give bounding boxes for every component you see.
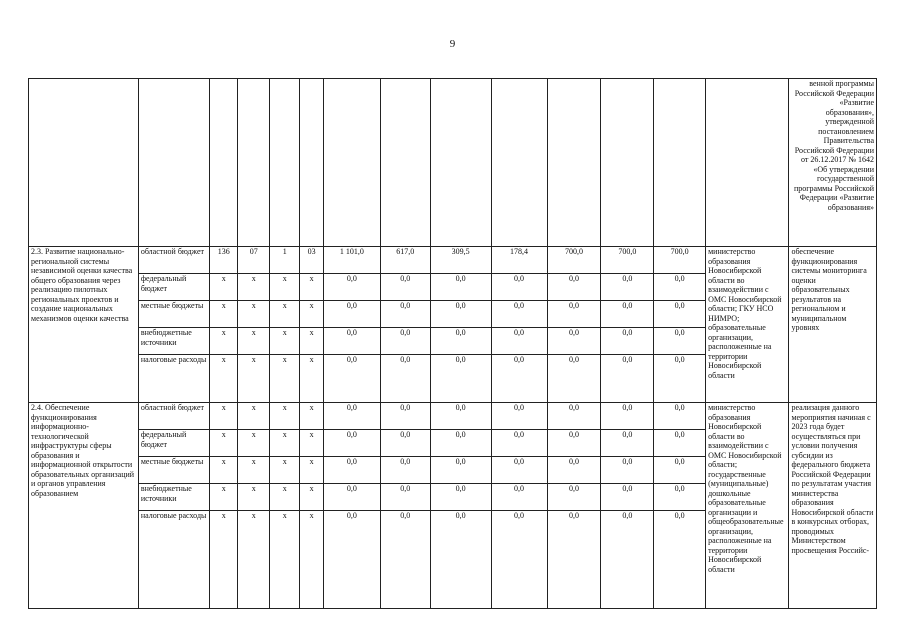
code-cell: x xyxy=(209,430,237,457)
code-cell: x xyxy=(238,355,270,403)
expected-result-text: обеспечение функционирования системы мониторинга оценки образовательных результатов на региональном и муниципальном уровнях xyxy=(789,247,877,403)
amount-cell: 0,0 xyxy=(491,430,547,457)
amount-cell: 0,0 xyxy=(601,274,654,301)
amount-cell: 0,0 xyxy=(654,430,706,457)
amount-cell: 0,0 xyxy=(430,430,491,457)
code-cell: x xyxy=(238,403,270,430)
amount-cell: 0,0 xyxy=(380,274,430,301)
amount-cell: 0,0 xyxy=(430,274,491,301)
amount-cell: 0,0 xyxy=(380,511,430,609)
code-cell: x xyxy=(300,301,323,328)
amount-cell: 0,0 xyxy=(601,430,654,457)
empty-cell xyxy=(491,79,547,247)
amount-cell: 700,0 xyxy=(547,247,601,274)
amount-cell: 0,0 xyxy=(430,355,491,403)
expected-result-text: реализация данного мероприятия начиная с 2023 года будет осуществляться при условии получения субсидии из федерального бюджета Российской Федерации по результатам участия министерства образования Новосибирской области в конкурсных отборах, проводимых Министерством просвещения Российс- xyxy=(789,403,877,609)
empty-cell xyxy=(209,79,237,247)
amount-cell: 0,0 xyxy=(491,328,547,355)
executors-text: министерство образования Новосибирской области во взаимодействии с ОМС Новосибирской области; ГКУ НСО НИМРО; образовательные организации, расположенные на территории Новосибирской области xyxy=(706,247,789,403)
code-cell: x xyxy=(209,511,237,609)
code-cell: x xyxy=(238,457,270,484)
amount-cell: 0,0 xyxy=(491,274,547,301)
code-cell: x xyxy=(269,457,300,484)
code-cell: x xyxy=(238,328,270,355)
amount-cell: 0,0 xyxy=(547,430,601,457)
amount-cell: 0,0 xyxy=(430,328,491,355)
amount-cell: 0,0 xyxy=(547,301,601,328)
amount-cell: 0,0 xyxy=(380,403,430,430)
amount-cell: 0,0 xyxy=(323,511,380,609)
amount-cell: 0,0 xyxy=(654,301,706,328)
amount-cell: 0,0 xyxy=(547,511,601,609)
code-cell: 07 xyxy=(238,247,270,274)
amount-cell: 0,0 xyxy=(380,484,430,511)
code-cell: x xyxy=(269,328,300,355)
amount-cell: 0,0 xyxy=(491,457,547,484)
code-cell: x xyxy=(300,403,323,430)
code-cell: x xyxy=(209,301,237,328)
code-cell: x xyxy=(269,511,300,609)
amount-cell: 0,0 xyxy=(380,301,430,328)
code-cell: x xyxy=(209,328,237,355)
empty-cell xyxy=(269,79,300,247)
executors-text: министерство образования Новосибирской области во взаимодействии с ОМС Новосибирской области; государственные (муниципальные) дошкольные образовательные организации и общеобразовательные организации, расположенные на территории Новосибирской области xyxy=(706,403,789,609)
code-cell: x xyxy=(300,457,323,484)
amount-cell: 0,0 xyxy=(601,511,654,609)
amount-cell: 0,0 xyxy=(323,328,380,355)
amount-cell: 0,0 xyxy=(547,328,601,355)
code-cell: 136 xyxy=(209,247,237,274)
code-cell: 1 xyxy=(269,247,300,274)
code-cell: x xyxy=(238,274,270,301)
activity-title: 2.3. Развитие национально-региональной системы независимой оценки качества общего образования через реализацию пилотных региональных проектов и создание национальных механизмов оценки качества xyxy=(29,247,139,403)
funding-source: налоговые расходы xyxy=(138,355,209,403)
code-cell: 03 xyxy=(300,247,323,274)
code-cell: x xyxy=(300,430,323,457)
funding-source: областной бюджет xyxy=(138,247,209,274)
amount-cell: 700,0 xyxy=(601,247,654,274)
amount-cell: 0,0 xyxy=(430,484,491,511)
code-cell: x xyxy=(269,301,300,328)
amount-cell: 0,0 xyxy=(430,403,491,430)
empty-cell xyxy=(706,79,789,247)
table-body xyxy=(29,79,877,609)
top-continuation-row xyxy=(29,79,877,247)
amount-cell: 0,0 xyxy=(601,457,654,484)
code-cell: x xyxy=(300,484,323,511)
code-cell: x xyxy=(300,355,323,403)
amount-cell: 0,0 xyxy=(547,484,601,511)
empty-cell xyxy=(654,79,706,247)
amount-cell: 0,0 xyxy=(601,355,654,403)
code-cell: x xyxy=(209,355,237,403)
amount-cell: 0,0 xyxy=(380,430,430,457)
code-cell: x xyxy=(238,430,270,457)
code-cell: x xyxy=(269,484,300,511)
funding-source: федеральный бюджет xyxy=(138,274,209,301)
amount-cell: 0,0 xyxy=(323,403,380,430)
amount-cell: 0,0 xyxy=(380,355,430,403)
amount-cell: 0,0 xyxy=(380,328,430,355)
code-cell: x xyxy=(238,301,270,328)
amount-cell: 0,0 xyxy=(654,511,706,609)
code-cell: x xyxy=(269,355,300,403)
funding-source: внебюджетные источники xyxy=(138,328,209,355)
code-cell: x xyxy=(269,274,300,301)
amount-cell: 0,0 xyxy=(601,328,654,355)
amount-cell: 0,0 xyxy=(601,484,654,511)
amount-cell: 0,0 xyxy=(430,511,491,609)
amount-cell: 0,0 xyxy=(323,274,380,301)
activity-title: 2.4. Обеспечение функционирования информационно-технологической инфраструктуры сферы образования и информационной открытости образовательных организаций и органов управления образованием xyxy=(29,403,139,609)
code-cell: x xyxy=(209,457,237,484)
amount-cell: 0,0 xyxy=(654,403,706,430)
amount-cell: 617,0 xyxy=(380,247,430,274)
funding-source: областной бюджет xyxy=(138,403,209,430)
amount-cell: 0,0 xyxy=(547,403,601,430)
funding-source: налоговые расходы xyxy=(138,511,209,609)
code-cell: x xyxy=(209,403,237,430)
amount-cell: 309,5 xyxy=(430,247,491,274)
funding-source: местные бюджеты xyxy=(138,301,209,328)
amount-cell: 0,0 xyxy=(430,301,491,328)
amount-cell: 0,0 xyxy=(547,457,601,484)
amount-cell: 178,4 xyxy=(491,247,547,274)
empty-cell xyxy=(29,79,139,247)
code-cell: x xyxy=(269,403,300,430)
funding-source: федеральный бюджет xyxy=(138,430,209,457)
amount-cell: 0,0 xyxy=(654,274,706,301)
table-row xyxy=(29,403,877,430)
empty-cell xyxy=(430,79,491,247)
code-cell: x xyxy=(238,511,270,609)
amount-cell: 0,0 xyxy=(547,274,601,301)
empty-cell xyxy=(238,79,270,247)
empty-cell xyxy=(547,79,601,247)
amount-cell: 0,0 xyxy=(601,301,654,328)
code-cell: x xyxy=(238,484,270,511)
code-cell: x xyxy=(209,484,237,511)
code-cell: x xyxy=(269,430,300,457)
amount-cell: 0,0 xyxy=(430,457,491,484)
budget-table xyxy=(28,78,877,609)
amount-cell: 0,0 xyxy=(491,484,547,511)
amount-cell: 700,0 xyxy=(654,247,706,274)
code-cell: x xyxy=(300,511,323,609)
amount-cell: 0,0 xyxy=(323,484,380,511)
amount-cell: 0,0 xyxy=(654,484,706,511)
table-row xyxy=(29,247,877,274)
amount-cell: 1 101,0 xyxy=(323,247,380,274)
amount-cell: 0,0 xyxy=(654,328,706,355)
amount-cell: 0,0 xyxy=(491,301,547,328)
amount-cell: 0,0 xyxy=(323,457,380,484)
empty-cell xyxy=(300,79,323,247)
page-number: 9 xyxy=(449,38,456,50)
empty-cell xyxy=(380,79,430,247)
amount-cell: 0,0 xyxy=(601,403,654,430)
amount-cell: 0,0 xyxy=(491,355,547,403)
amount-cell: 0,0 xyxy=(654,457,706,484)
empty-cell xyxy=(138,79,209,247)
amount-cell: 0,0 xyxy=(380,457,430,484)
code-cell: x xyxy=(300,274,323,301)
amount-cell: 0,0 xyxy=(491,511,547,609)
goals-continuation-text: венной программы Российской Федерации «Развитие образования», утвержденной постановлением Правительства Российской Федерации от 26.12.2017 № 1642 «Об утверждении государственной программы Российской Федерации «Развитие образования» xyxy=(789,79,877,247)
empty-cell xyxy=(323,79,380,247)
empty-cell xyxy=(601,79,654,247)
amount-cell: 0,0 xyxy=(323,355,380,403)
code-cell: x xyxy=(209,274,237,301)
amount-cell: 0,0 xyxy=(323,430,380,457)
amount-cell: 0,0 xyxy=(491,403,547,430)
amount-cell: 0,0 xyxy=(654,355,706,403)
funding-source: местные бюджеты xyxy=(138,457,209,484)
amount-cell: 0,0 xyxy=(323,301,380,328)
funding-source: внебюджетные источники xyxy=(138,484,209,511)
code-cell: x xyxy=(300,328,323,355)
amount-cell: 0,0 xyxy=(547,355,601,403)
